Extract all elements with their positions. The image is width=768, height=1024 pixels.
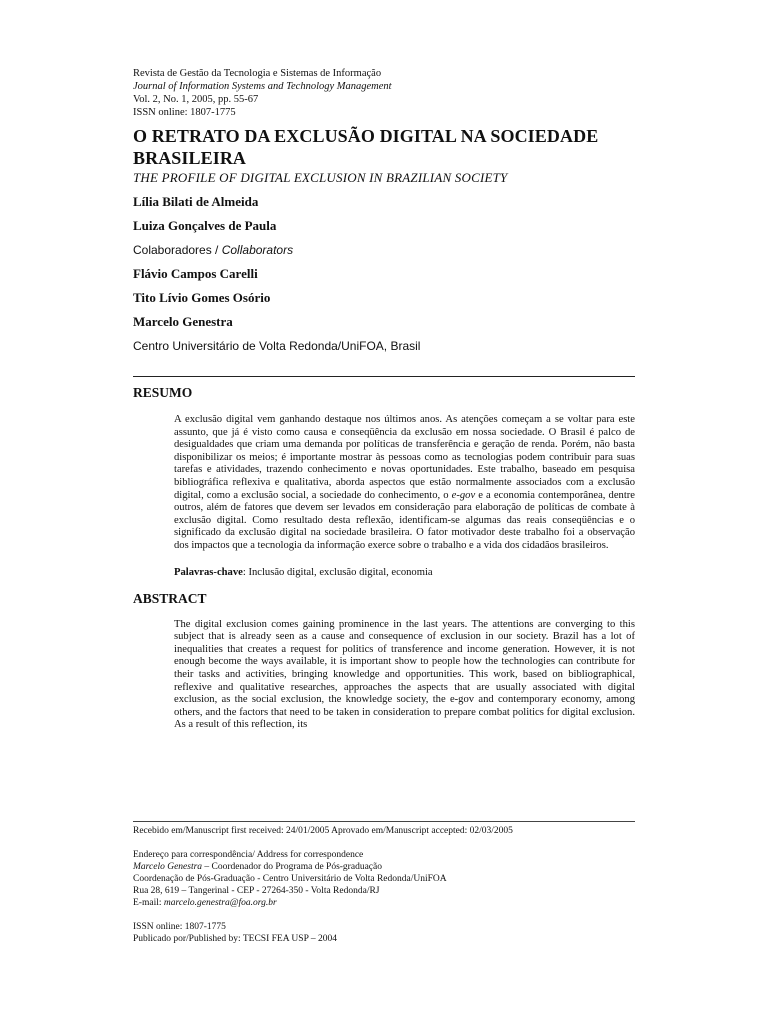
collaborator-2: Tito Lívio Gomes Osório <box>133 290 271 305</box>
resumo-text-part2: e a economia contemporânea, dentre outros, além de fatores que devem ser levados em consideração para elaboração de políticas de combate à exclusão digital. Como resultado desta reflexão, identificam-se algumas das reais conseqüências e o significado da exclusão digital na sociedade brasileira. O fator motivador deste trabalho foi a observação dos impactos que a tecnologia da informação exerce sobre o trabalho e a vida dos cidadãos brasileiros. <box>174 489 635 551</box>
journal-volume: Vol. 2, No. 1, 2005, pp. 55-67 <box>133 94 259 105</box>
contact-role: – Coordenador do Programa de Pós-graduação <box>202 862 382 872</box>
resumo-text-part1: A exclusão digital vem ganhando destaque nos últimos anos. As atenções começam a se voltar para este assunto, que já é visto como causa e conseqüência da exclusão em nossa sociedade. O Brasil é palco de desigualdades que criam uma demanda por políticas de transferência e geração de renda. Porém, não basta disponibilizar os meios; é importante mostrar às pessoas como as tecnologias podem contribuir para suas tarefas e atividades, trazendo conhecimento e novas oportunidades. Este trabalho, baseado em pesquisa bibliográfica reflexiva e qualitativa, aborda aspectos que estão normalmente associados com a exclusão digital, como a exclusão social, a sociedade do conhecimento, o <box>174 414 635 501</box>
keywords-label: Palavras-chave <box>174 566 243 578</box>
keywords <box>174 566 635 579</box>
article-subtitle: THE PROFILE OF DIGITAL EXCLUSION IN BRAZILIAN SOCIETY <box>133 170 508 185</box>
address-label: Endereço para correspondência/ Address for correspondence <box>133 850 364 860</box>
collaborators-label <box>133 242 635 258</box>
address-contact <box>133 861 635 873</box>
author-1: Lília Bilati de Almeida <box>133 194 259 209</box>
journal-header <box>133 67 635 119</box>
collaborators-label-en: Collaborators <box>221 243 294 257</box>
footer-issn: ISSN online: 1807-1775 <box>133 922 226 932</box>
contact-name: Marcelo Genestra <box>133 862 203 872</box>
section-divider <box>133 376 635 377</box>
address-line-4: Rua 28, 619 – Tangerinal - CEP - 27264-350 - Volta Redonda/RJ <box>133 886 380 896</box>
author-2: Luiza Gonçalves de Paula <box>133 218 277 233</box>
collaborator-3: Marcelo Genestra <box>133 314 233 329</box>
article-page <box>133 67 635 745</box>
email-link[interactable]: marcelo.genestra@foa.org.br <box>163 898 277 908</box>
footer-publisher: Publicado por/Published by: TECSI FEA USP – 2004 <box>133 934 338 944</box>
footnote-divider <box>133 821 635 822</box>
received-dates: Recebido em/Manuscript first received: 24/01/2005 Aprovado em/Manuscript accepted: 02/03/2005 <box>133 826 513 836</box>
resumo-text <box>174 414 635 553</box>
collaborators-label-pt: Colaboradores / <box>133 243 222 257</box>
email-label: E-mail: <box>133 898 164 908</box>
abstract-text: The digital exclusion comes gaining prominence in the last years. The attentions are converging to this subject that is already seen as a cause and consequence of exclusion in our society. Brazil has a lot of inequalities that creates a request for politics of transference and income generation. However, it is not enough become the ways available, it is important show to people how the technologies can contribute for their tasks and activities, bringing knowledge and opportunities. This work, based on bibliographical, reflexive and qualitative researches, approaches the aspects that are usually associated with digital exclusion, as the social exclusion, the knowledge society, the e-gov and contemporary economy, among others, and the factors that need to be taken in consideration to prepare combat politics for digital exclusion. As a result of this reflection, its <box>174 618 635 731</box>
address-line-3: Coordenação de Pós-Graduação - Centro Universitário de Volta Redonda/UniFOA <box>133 874 447 884</box>
email-line <box>133 897 635 909</box>
keywords-list: : Inclusão digital, exclusão digital, economia <box>242 566 433 578</box>
resumo-heading: RESUMO <box>133 385 193 400</box>
abstract-heading: ABSTRACT <box>133 590 207 606</box>
journal-issn: ISSN online: 1807-1775 <box>133 107 236 118</box>
article-title: O RETRATO DA EXCLUSÃO DIGITAL NA SOCIEDADE BRASILEIRA <box>133 126 599 168</box>
footnote-area <box>133 821 635 945</box>
affiliation: Centro Universitário de Volta Redonda/UniFOA, Brasil <box>133 339 421 353</box>
resumo-egov: e-gov <box>451 489 476 501</box>
journal-name-pt: Revista de Gestão da Tecnologia e Sistemas de Informação <box>133 68 382 79</box>
collaborator-1: Flávio Campos Carelli <box>133 266 258 281</box>
journal-name-en: Journal of Information Systems and Technology Management <box>133 81 392 92</box>
